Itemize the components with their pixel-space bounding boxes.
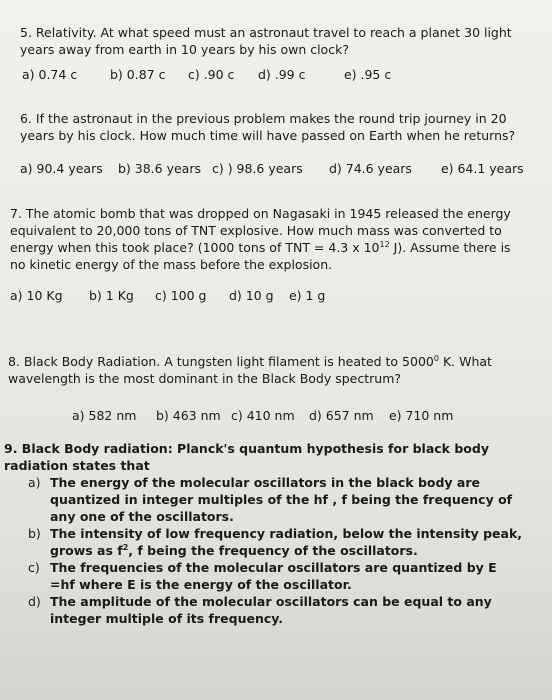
statement-b-letter: b) <box>28 526 41 541</box>
question-9 <box>0 440 525 627</box>
question-8-option-a: a) 582 nm <box>72 408 137 423</box>
question-8-option-e: e) 710 nm <box>388 408 454 423</box>
question-7-option-d: d) 10 g <box>228 288 274 303</box>
degree-symbol: 0 <box>433 353 439 363</box>
question-5-option-a: a) 0.74 c <box>22 67 78 82</box>
question-6-options <box>20 160 530 177</box>
question-5-option-b: b) 0.87 c <box>109 67 166 82</box>
question-5-options <box>22 66 520 83</box>
question-8-option-c: c) 410 nm <box>230 408 295 423</box>
question-9-heading: 9. Black Body radiation: Planck's quantum hypothesis for black body radiation states that <box>4 441 489 473</box>
question-6-option-e: e) 64.1 years <box>440 161 524 176</box>
statement-a-letter: a) <box>28 475 41 490</box>
question-6-option-b: b) 38.6 years <box>117 161 201 176</box>
question-6-option-d: d) 74.6 years <box>328 161 412 176</box>
question-5-option-e: e) .95 c <box>343 67 392 82</box>
question-8-option-b: b) 463 nm <box>155 408 221 423</box>
question-5 <box>20 24 520 83</box>
exponent-12: 12 <box>379 239 390 249</box>
question-7-option-e: e) 1 g <box>288 288 326 303</box>
question-6-option-c: c) ) 98.6 years <box>211 161 303 176</box>
statement-b-text: The intensity of low frequency radiation, below the intensity peak, grows as $f^2$, f being the frequency of the oscillators. <box>50 526 523 558</box>
question-7 <box>10 205 522 304</box>
statement-d-letter: d) <box>28 594 41 609</box>
statement-d <box>0 593 525 627</box>
statement-a-text: The energy of the molecular oscillators in the black body are quantized in integer multiples of the hf , f being the frequency of any one of the oscillators. <box>50 475 513 524</box>
statement-b <box>0 525 525 559</box>
question-5-option-d: d) .99 c <box>257 67 306 82</box>
question-7-options <box>10 287 522 304</box>
question-6-text: 6. If the astronaut in the previous problem makes the round trip journey in 20 years by his clock. How much time will have passed on Earth when he returns? <box>20 111 516 143</box>
question-9-statements <box>0 474 525 627</box>
question-8-option-d: d) 657 nm <box>308 408 374 423</box>
exponent-2: 2 <box>122 542 129 552</box>
question-6-option-a: a) 90.4 years <box>20 161 103 176</box>
question-8-text: 8. Black Body Radiation. A tungsten light filament is heated to 5000$^0$ K. What wavelength is the most dominant in the Black Body spectrum? <box>8 353 492 386</box>
question-8 <box>8 353 513 424</box>
question-5-option-c: c) .90 c <box>187 67 235 82</box>
statement-c-letter: c) <box>28 560 40 575</box>
statement-c <box>0 559 525 593</box>
question-8-options <box>72 407 513 424</box>
question-7-option-a: a) 10 Kg <box>10 288 63 303</box>
question-6 <box>20 110 530 177</box>
question-7-option-c: c) 100 g <box>154 288 207 303</box>
question-7-option-b: b) 1 Kg <box>88 288 134 303</box>
statement-d-text: The amplitude of the molecular oscillators can be equal to any integer multiple of its frequency. <box>50 594 492 626</box>
statement-a <box>0 474 525 525</box>
question-5-text: 5. Relativity. At what speed must an astronaut travel to reach a planet 30 light years away from earth in 10 years by his own clock? <box>20 25 512 57</box>
question-7-text: 7. The atomic bomb that was dropped on Nagasaki in 1945 released the energy equivalent to 20,000 tons of TNT explosive. How much mass was converted to energy when this took place? (1000 tons of TNT = 4.3 x $10^{12}$ J). Assume there is no kinetic energy of the mass before the explosion. <box>10 206 511 272</box>
statement-c-text: The frequencies of the molecular oscillators are quantized by E =hf where E is the energy of the oscillator. <box>50 560 497 592</box>
